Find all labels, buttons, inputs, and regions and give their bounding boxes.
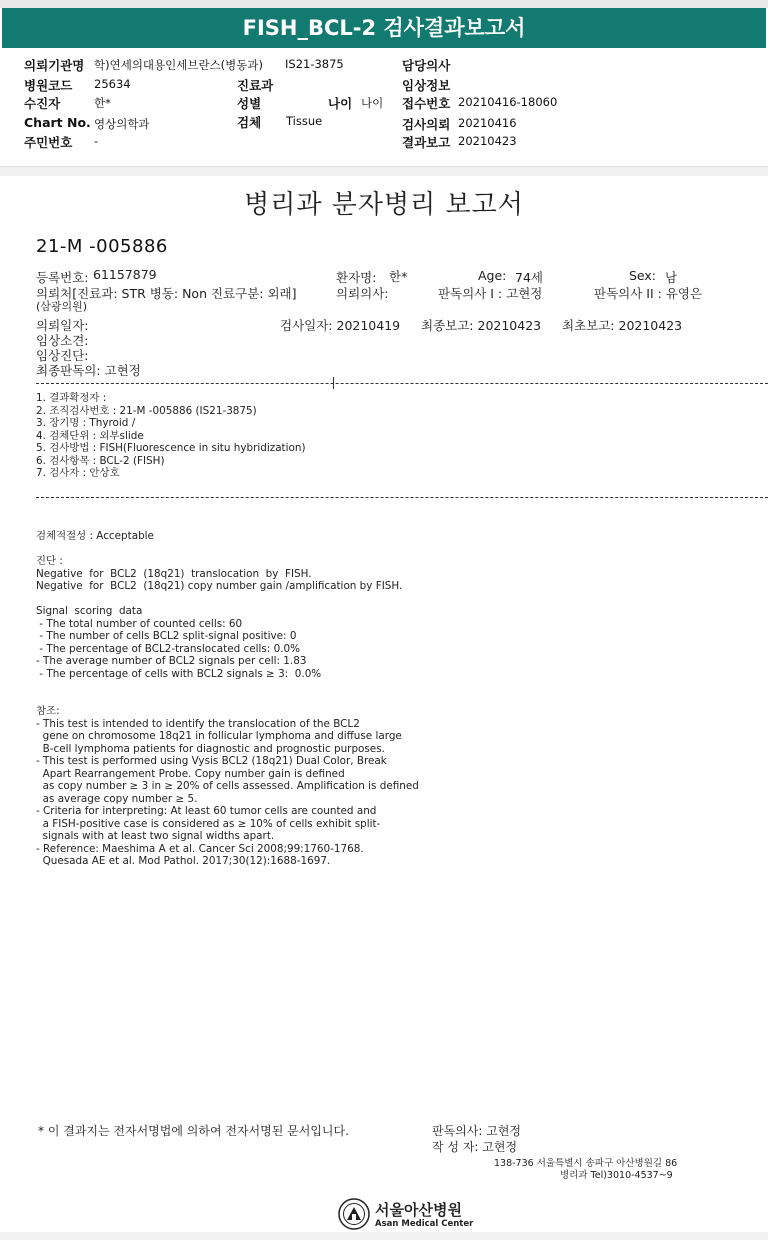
request-institution-label: 의뢰기관명 <box>24 58 85 73</box>
footer-writer: 작 성 자: 고현정 <box>432 1140 518 1154</box>
pathology-report <box>0 176 768 1230</box>
request-date-value: 20210416 <box>458 116 517 130</box>
report-date-value: 20210423 <box>458 134 517 148</box>
esign-note: * 이 결과지는 전자서명법에 의하여 전자서명된 문서입니다. <box>38 1124 349 1138</box>
report-date-label: 결과보고 <box>402 135 451 150</box>
sex-value: 남 <box>665 270 678 285</box>
final-reader: 최종판독의: 고현정 <box>36 363 141 378</box>
resident-number-value: - <box>94 134 99 148</box>
chart-number-label: Chart No. <box>24 115 91 130</box>
patient-value: 한* <box>94 96 111 110</box>
footer-address: 138-736 서울특별시 송파구 아산병원길 86 <box>494 1158 678 1169</box>
hospital-logo-icon <box>338 1198 370 1230</box>
case-number: 21-M -005886 <box>36 236 168 257</box>
exam-items: 1. 결과확정자 : 2. 조직검사번호 : 21-M -005886 (IS21-3875) 3. 장기명 : Thyroid / 4. 검체단위 : 외부slide 5. 검사방법 : FISH(Fluorescence in situ hybridization) 6. 검사항목 : BCL-2 (FISH) 7. 검사자 : 안상호 <box>36 392 306 479</box>
doctor-label: 담당의사 <box>402 58 451 73</box>
request-institution-value: 학)연세의대용인세브란스(병동과) <box>94 58 263 72</box>
pathologist-one: 판독의사 I : 고현정 <box>438 286 543 301</box>
patient-name-label: 환자명: <box>336 270 377 285</box>
pathologist-two: 판독의사 II : 유영은 <box>594 286 703 301</box>
rule-tick <box>333 377 334 389</box>
registration-number-value: 61157879 <box>93 267 157 282</box>
age-label: Age: <box>478 268 507 283</box>
request-doctor: 의뢰의사: <box>336 286 389 301</box>
top-strip <box>0 0 768 8</box>
hospital-name: (삼광의원) <box>36 300 88 313</box>
specimen-label: 검체 <box>237 115 262 130</box>
department-label: 진료과 <box>237 78 274 93</box>
final-report-date: 최종보고: 20210423 <box>421 318 542 333</box>
exam-date: 검사일자: 20210419 <box>280 318 401 333</box>
receipt-number-label: 접수번호 <box>402 96 451 111</box>
request-date: 의뢰일자: <box>36 318 89 333</box>
clinical-info-label: 임상정보 <box>402 78 451 93</box>
age-label: 나이 <box>328 96 353 111</box>
age-value: 74세 <box>515 270 543 285</box>
request-institution-code: IS21-3875 <box>285 57 344 71</box>
request-date-label: 검사의뢰 <box>402 117 451 132</box>
footer-reader: 판독의사: 고현정 <box>432 1124 522 1138</box>
report-body: 검체적절성 : Acceptable 진단 : Negative for BCL2 (18q21) translocation by FISH. Negative for BCL2 (18q21) copy number gain /amplification by FISH. Signal scoring data - The total number of counted cells: 60 - The number of cells BCL2 split-signal positive: 0 - The percentage of BCL2-translocated cells: 0.0% - The average number of BCL2 signals per cell: 1.83 - The percentage of cells with BCL2 signals ≥ 3: 0.0% 참조: - This test is intended to identify the translocation of the BCL2 gene on chromosome 18q21 in follicular lymphoma and diffuse large B-cell lymphoma patients for diagnostic and prognostic purposes. - This test is performed using Vysis BCL2 (18q21) Dual Color, Break Apart Rearrangement Probe. Copy number gain is defined as copy number ≥ 3 in ≥ 20% of cells assessed. Amplification is defined as average copy number ≥ 5. - Criteria for interpreting: At least 60 tumor cells are counted and a FISH-positive case is considered as ≥ 10% of cells exhibit split- signals with at least two signal widths apart. - Reference: Maeshima A et al. Cancer Sci 2008;99:1760-1768. Quesada AE et al. Mod Pathol. 2017;30(12):1688-1697. <box>36 530 419 867</box>
receipt-number-value: 20210416-18060 <box>458 95 558 109</box>
first-report-date: 최초보고: 20210423 <box>562 318 683 333</box>
dashed-rule-bottom <box>36 497 768 498</box>
chart-number-value: 영상의학과 <box>94 117 150 131</box>
patient-label: 수진자 <box>24 96 61 111</box>
section-divider <box>0 166 768 176</box>
clinical-diagnosis: 임상진단: <box>36 348 89 363</box>
clinical-findings: 임상소견: <box>36 333 89 348</box>
resident-number-label: 주민번호 <box>24 135 73 150</box>
hospital-code-label: 병원코드 <box>24 78 73 93</box>
sex-label: 성별 <box>237 96 262 111</box>
hospital-logo-english: Asan Medical Center <box>375 1219 474 1229</box>
age-value: 나이 <box>361 96 384 110</box>
report-title: 병리과 분자병리 보고서 <box>244 190 524 220</box>
hospital-logo-korean: 서울아산병원 <box>375 1201 462 1219</box>
sex-label: Sex: <box>629 268 657 283</box>
specimen-value: Tissue <box>286 114 323 128</box>
footer-phone: 병리과 Tel)3010-4537~9 <box>560 1170 673 1181</box>
patient-name-value: 한* <box>389 269 408 284</box>
registration-number-label: 등록번호: <box>36 270 89 285</box>
request-place: 의뢰처[진료과: STR 병동: Non 진료구분: 외래] <box>36 286 297 301</box>
dashed-rule-top <box>36 383 768 384</box>
bottom-strip <box>0 1232 768 1240</box>
report-header <box>0 52 768 170</box>
page-title: FISH_BCL-2 검사결과보고서 <box>2 8 766 48</box>
hospital-code-value: 25634 <box>94 77 131 91</box>
